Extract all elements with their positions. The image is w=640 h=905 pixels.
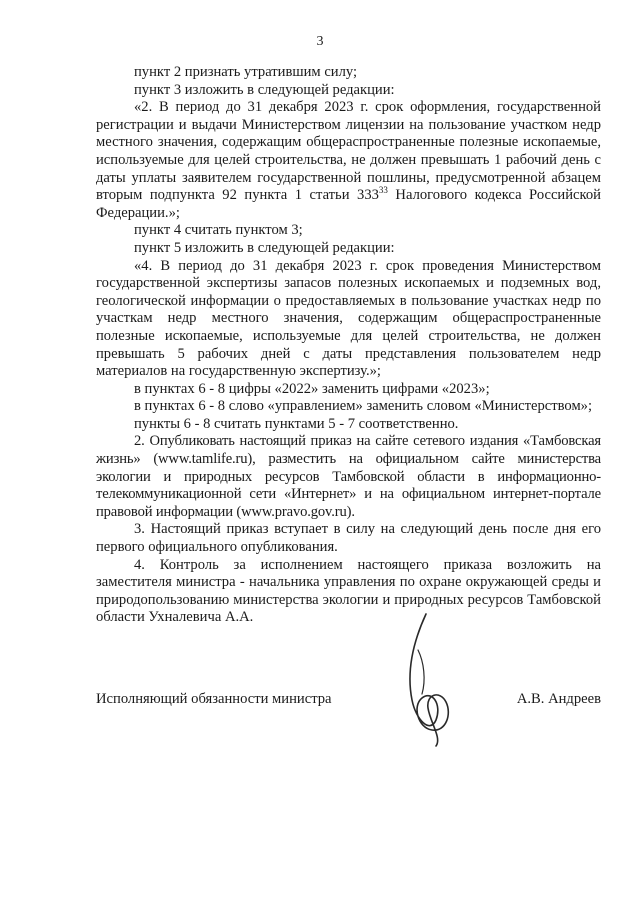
paragraph-effective: 3. Настоящий приказ вступает в силу на следующий день после дня его первого официального опубликования. (96, 521, 601, 556)
page-number: 3 (316, 34, 324, 49)
document-body (96, 64, 601, 627)
paragraph-control: 4. Контроль за исполнением настоящего приказа возложить на заместителя министра - начальника управления по охране окружающей среды и природопользованию министерства экологии и природных ресурсов Тамбовской области Ухналевича А.А. (96, 556, 601, 626)
paragraph-item-5: пункт 5 изложить в следующей редакции: (134, 239, 395, 256)
signatory-title: Исполняющий обязанности министра (96, 691, 332, 707)
paragraph-new-4: «4. В период до 31 декабря 2023 г. срок проведения Министерством государственной экспертизы запасов полезных ископаемых и подземных вод, геологической информации о предоставляемых в пользование участках недр по участкам недр местного значения, содержащим общераспространенные полезные ископаемые, используемые для целей строительства, не должен превышать 5 рабочих дней с даты представления пользователем недр материалов на государственную экспертизу.»; (96, 257, 601, 380)
handwritten-signature (396, 610, 466, 750)
paragraph-new-2-text: «2. В период до 31 декабря 2023 г. срок оформления, государственной регистрации и выдачи Министерством лицензии на пользование участком недр местного значения, содержащим общераспространенные полезные ископаемые, используемые для целей строительства, не должен превышать 1 рабочий день с даты уплаты заявителем государственной пошлины, предусмотренной абзацем вторым подпункта 92 пункта 1 статьи 333 (96, 99, 601, 204)
paragraph-new-2 (96, 99, 601, 222)
paragraph-item-4: пункт 4 считать пунктом 3; (134, 222, 303, 239)
paragraph-renumber: пункты 6 - 8 считать пунктами 5 - 7 соответственно. (134, 415, 459, 432)
paragraph-new-2-tail: Налогового кодекса Российской Федерации.»; (96, 187, 601, 221)
paragraph-word-replace: в пунктах 6 - 8 слово «управлением» заменить словом «Министерством»; (134, 398, 593, 415)
paragraph-item-3: пункт 3 изложить в следующей редакции: (134, 81, 395, 98)
signatory-name: А.В. Андреев (516, 691, 601, 707)
article-superscript: 33 (378, 185, 388, 196)
paragraph-digits-replace: в пунктах 6 - 8 цифры «2022» заменить цифрами «2023»; (134, 380, 490, 397)
paragraph-publish: 2. Опубликовать настоящий приказ на сайте сетевого издания «Тамбовская жизнь» (www.tamlife.ru), разместить на официальном сайте министерства экологии и природных ресурсов Тамбовской области в информационно-телекоммуникационной сети «Интернет» и на официальном интернет-портале правовой информации (www.pravo.gov.ru). (96, 433, 601, 520)
paragraph-item-2: пункт 2 признать утратившим силу; (134, 64, 358, 80)
